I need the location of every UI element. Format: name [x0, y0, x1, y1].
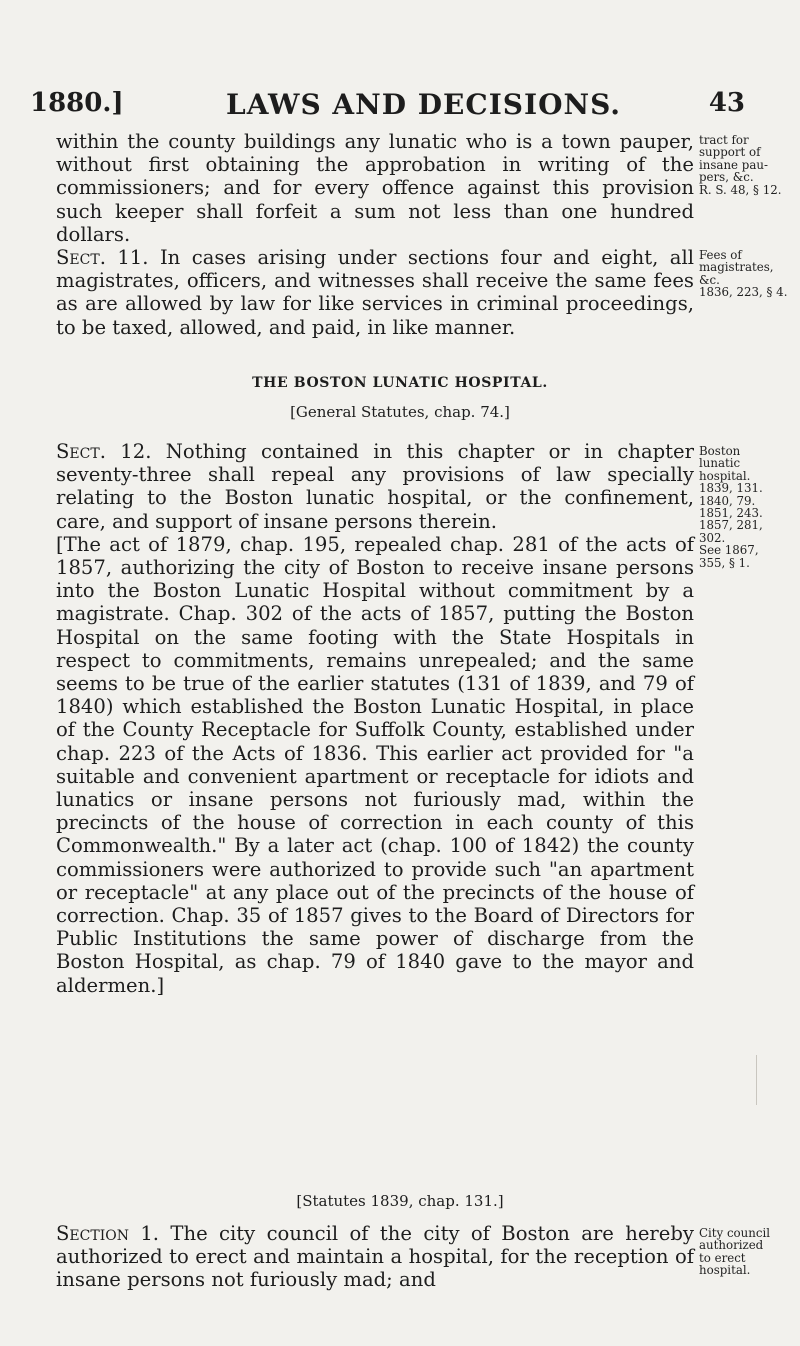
section-1-label: Section 1.	[56, 1222, 160, 1245]
sidenote-text-3: Boston lunatic hospital. 1839, 131. 1840, 79. 1851, 243. 1857, 281, 302. See 1867, 355, § 1.	[699, 444, 763, 570]
sidenote-support-insane-paupers	[699, 134, 797, 196]
boston-hospital-heading: THE BOSTON LUNATIC HOSPITAL.	[252, 375, 548, 391]
top-text-block	[56, 130, 694, 339]
paragraph-section-1	[56, 1222, 694, 1292]
running-header	[30, 88, 770, 128]
section-1-block	[56, 1222, 694, 1292]
sidenote-boston-lunatic-hospital	[699, 445, 797, 569]
sidenote-city-council	[699, 1227, 797, 1277]
general-statutes-subheading: [General Statutes, chap. 74.]	[290, 403, 510, 421]
header-year: 1880.]	[30, 88, 124, 118]
sidenote-text-4: City council authorized to erect hospital.	[699, 1226, 771, 1278]
sidenote-text-2: Fees of magistrates, &c. 1836, 223, § 4.	[699, 248, 788, 300]
sect-11-label: Sect. 11.	[56, 246, 149, 270]
paragraph-pauper-provision: within the county buildings any lunatic who is a town pauper, without first obtaining the approbation in writing of the commissioners; and for every offence against this provision such keeper shall forfeit a sum not less than one hundred dollars.	[56, 130, 694, 246]
sidenote-fees-magistrates	[699, 249, 797, 299]
header-title: LAWS AND DECISIONS.	[226, 88, 622, 121]
sect-12-label: Sect. 12.	[56, 440, 152, 463]
paragraph-sect-12	[56, 440, 694, 533]
sect-12-block	[56, 440, 694, 997]
margin-rule	[756, 1055, 757, 1105]
sect-12-text: Nothing contained in this chapter or in chapter seventy-three shall repeal any provisions of law specially relating to the Boston lunatic hospital, or the confinement, care, and support of insane persons therein.	[56, 440, 695, 533]
paragraph-sect-11	[56, 246, 694, 339]
statutes-1839-heading: [Statutes 1839, chap. 131.]	[296, 1192, 504, 1210]
page-number: 43	[708, 88, 745, 118]
paragraph-bracket-commentary: [The act of 1879, chap. 195, repealed chap. 281 of the acts of 1857, authorizing the city of Boston to receive insane persons into the Boston Lunatic Hospital without commitment by a magistrate. Chap. 302 of the acts of 1857, putting the Boston Hospital on the same footing with the State Hospitals in respect to commitments, remains unrepealed; and the same seems to be true of the earlier statutes (131 of 1839, and 79 of 1840) which established the Boston Lunatic Hospital, in place of the County Receptacle for Suffolk County, established under chap. 223 of the Acts of 1836. This earlier act provided for "a suitable and convenient apartment or receptacle for idiots and lunatics or insane persons not furiously mad, within the precincts of the house of correction in each county of this Commonwealth." By a later act (chap. 100 of 1842) the county commissioners were authorized to provide such "an apartment or receptacle" at any place out of the precincts of the house of correction. Chap. 35 of 1857 gives to the Board of Directors for Public Institutions the same power of discharge from the Boston Hospital, as chap. 79 of 1840 gave to the mayor and aldermen.]	[56, 532, 694, 997]
section-1-text: The city council of the city of Boston are hereby authorized to erect and maintain a hospital, for the reception of insane persons not furiously mad; and	[56, 1222, 694, 1292]
sidenote-text-1: tract for support of insane pau- pers, &c. R. S. 48, § 12.	[699, 133, 782, 197]
sect-11-text: In cases arising under sections four and eight, all magistrates, officers, and witnesses shall receive the same fees as are allowed by law for like services in criminal proceedings, to be taxed, allowed, and paid, in like manner.	[56, 246, 695, 339]
